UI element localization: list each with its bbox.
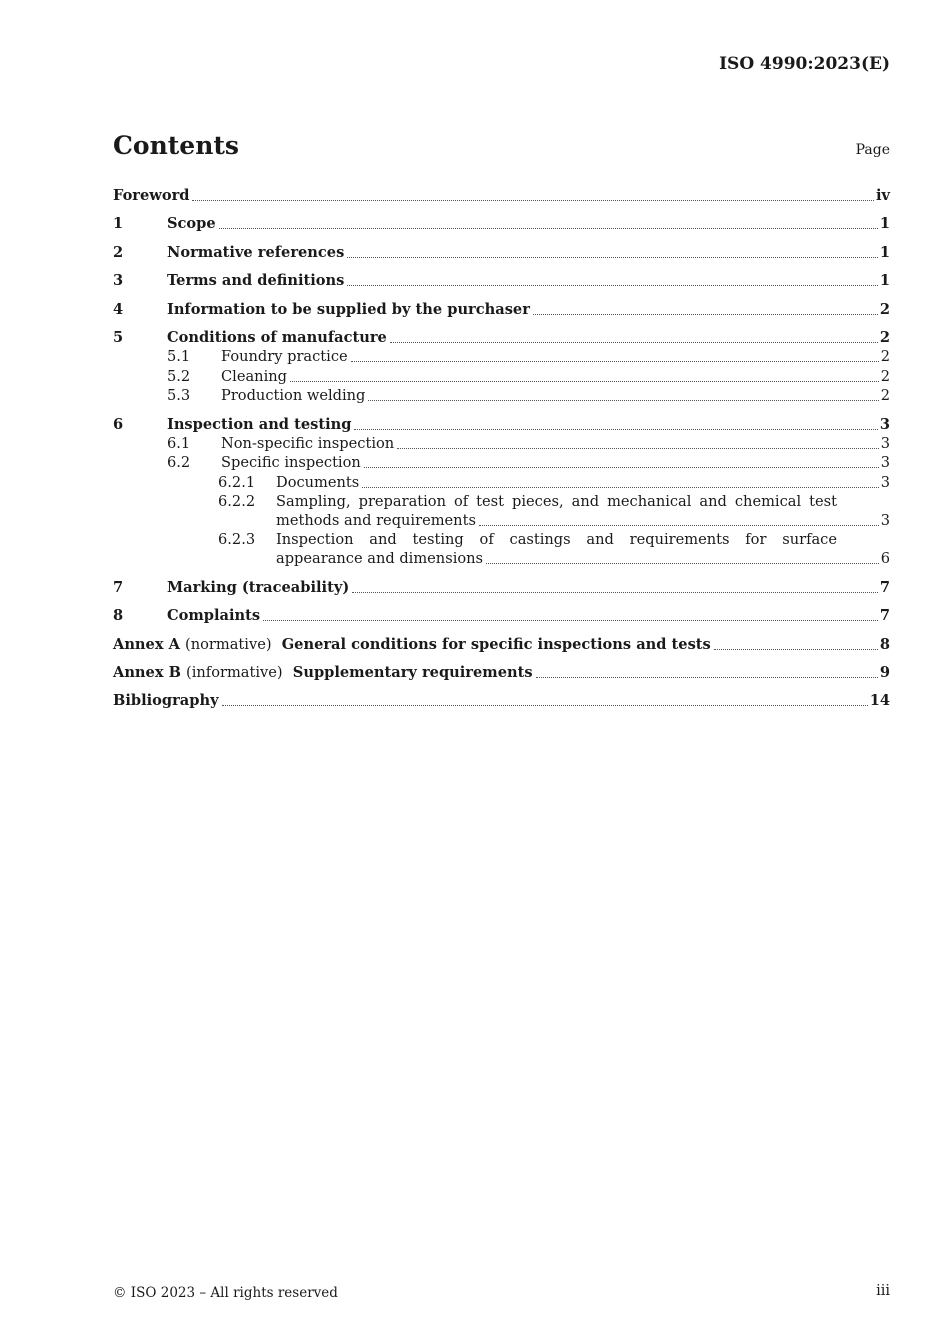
dot-leader [362,487,878,488]
toc-entry-documents[interactable] [113,473,890,492]
toc-title: Foreword [113,187,190,204]
table-of-contents [113,184,890,710]
annex-kind: (informative) [186,664,283,682]
dot-leader [486,563,879,564]
toc-number: 7 [113,578,124,596]
toc-page: 6 [880,550,890,568]
toc-page: 14 [869,692,890,710]
toc-number: 6 [113,415,124,433]
toc-title: Specific inspection [221,454,361,472]
dot-leader [354,429,877,430]
dot-leader [222,705,868,706]
dot-leader [364,467,879,468]
toc-page: 2 [879,300,890,318]
toc-title: Conditions of manufacture [167,328,387,346]
toc-number: 5 [113,328,124,346]
toc-entry-inspection-and-testing[interactable] [113,415,890,434]
page-number: iii [876,1283,890,1299]
toc-entry-annex-b[interactable] [113,663,890,682]
toc-number: 1 [113,215,124,233]
dot-leader [352,592,878,593]
toc-page: 8 [879,635,890,653]
dot-leader [351,361,879,362]
annex-label: Annex B [113,664,181,682]
toc-number: 4 [113,300,124,318]
toc-title-line2: methods and requirements [276,512,476,530]
toc-page: 2 [880,348,890,366]
document-id: ISO 4990:2023(E) [719,54,890,74]
toc-page: 1 [879,272,890,290]
toc-title: Complaints [167,607,261,625]
toc-entry-inspection-of-castings[interactable] [113,530,890,568]
dot-leader [390,342,878,343]
toc-title-line2: appearance and dimensions [276,550,484,568]
dot-leader [397,448,879,449]
dot-leader [263,620,878,621]
page-column-label: Page [855,142,890,158]
toc-entry-bibliography[interactable] [113,691,890,710]
toc-number: 2 [113,243,124,261]
toc-entry-terms-and-definitions[interactable] [113,271,890,290]
toc-number: 5.3 [167,387,191,405]
contents-heading: Contents [113,131,240,160]
toc-page: 3 [880,473,890,491]
toc-title: Marking (traceability) [167,578,350,596]
toc-page: iv [875,187,890,204]
toc-entry-scope[interactable] [113,214,890,233]
dot-leader [368,400,878,401]
dot-leader [479,525,879,526]
toc-number: 6.1 [167,434,191,452]
toc-title: Foundry practice [221,348,348,366]
toc-entry-cleaning[interactable] [113,367,890,386]
toc-page: 3 [879,415,890,433]
toc-entry-production-welding[interactable] [113,386,890,405]
dot-leader [714,649,878,650]
toc-title: Scope [167,215,216,233]
toc-page: 3 [880,512,890,530]
toc-entry-information-purchaser[interactable] [113,300,890,319]
dot-leader [347,285,877,286]
toc-entry-complaints[interactable] [113,606,890,625]
toc-title: Bibliography [113,692,219,710]
annex-title: General conditions for specific inspections and tests [281,635,711,653]
toc-number: 6.2.3 [218,531,256,549]
toc-title [113,663,533,682]
toc-entry-marking[interactable] [113,578,890,597]
toc-title: Documents [276,473,360,491]
toc-number: 6.2.2 [218,493,256,511]
toc-page: 2 [880,387,890,405]
toc-title: Terms and definitions [167,272,345,290]
toc-number: 6.2.1 [218,473,256,491]
toc-number: 8 [113,607,124,625]
toc-page: 1 [879,215,890,233]
toc-title: Cleaning [221,367,287,385]
toc-title: Normative references [167,243,345,261]
toc-page: 2 [879,328,890,346]
toc-title-line1: Inspection and testing of castings and requirements for surface [276,531,837,549]
toc-page: 1 [879,243,890,261]
toc-entry-non-specific-inspection[interactable] [113,434,890,453]
dot-leader [219,228,878,229]
dot-leader [536,677,878,678]
toc-number: 3 [113,272,124,290]
toc-title: Information to be supplied by the purchaser [167,300,530,318]
toc-entry-foundry-practice[interactable] [113,347,890,366]
toc-page: 7 [879,578,890,596]
toc-page: 2 [880,367,890,385]
toc-entry-normative-references[interactable] [113,243,890,262]
toc-entry-annex-a[interactable] [113,635,890,654]
dot-leader [290,381,879,382]
toc-title: Non-specific inspection [221,434,395,452]
toc-entry-conditions-of-manufacture[interactable] [113,328,890,347]
toc-number: 5.2 [167,367,191,385]
annex-label: Annex A [113,635,180,653]
toc-page: 3 [880,434,890,452]
toc-page: 7 [879,607,890,625]
toc-title: Production welding [221,387,366,405]
annex-title: Supplementary requirements [292,664,533,682]
dot-leader [533,314,878,315]
toc-title-line1: Sampling, preparation of test pieces, and mechanical and chemical test [276,493,837,511]
toc-title: Inspection and testing [167,415,352,433]
toc-entry-foreword[interactable] [113,186,890,205]
toc-page: 3 [880,454,890,472]
toc-title [113,635,711,654]
annex-kind: (normative) [185,635,272,653]
toc-entry-specific-inspection[interactable] [113,453,890,472]
toc-number: 6.2 [167,454,191,472]
toc-entry-sampling-preparation[interactable] [113,492,890,530]
dot-leader [192,200,874,201]
copyright-notice: © ISO 2023 – All rights reserved [113,1285,338,1301]
toc-page: 9 [879,664,890,682]
toc-number: 5.1 [167,348,191,366]
dot-leader [347,257,878,258]
